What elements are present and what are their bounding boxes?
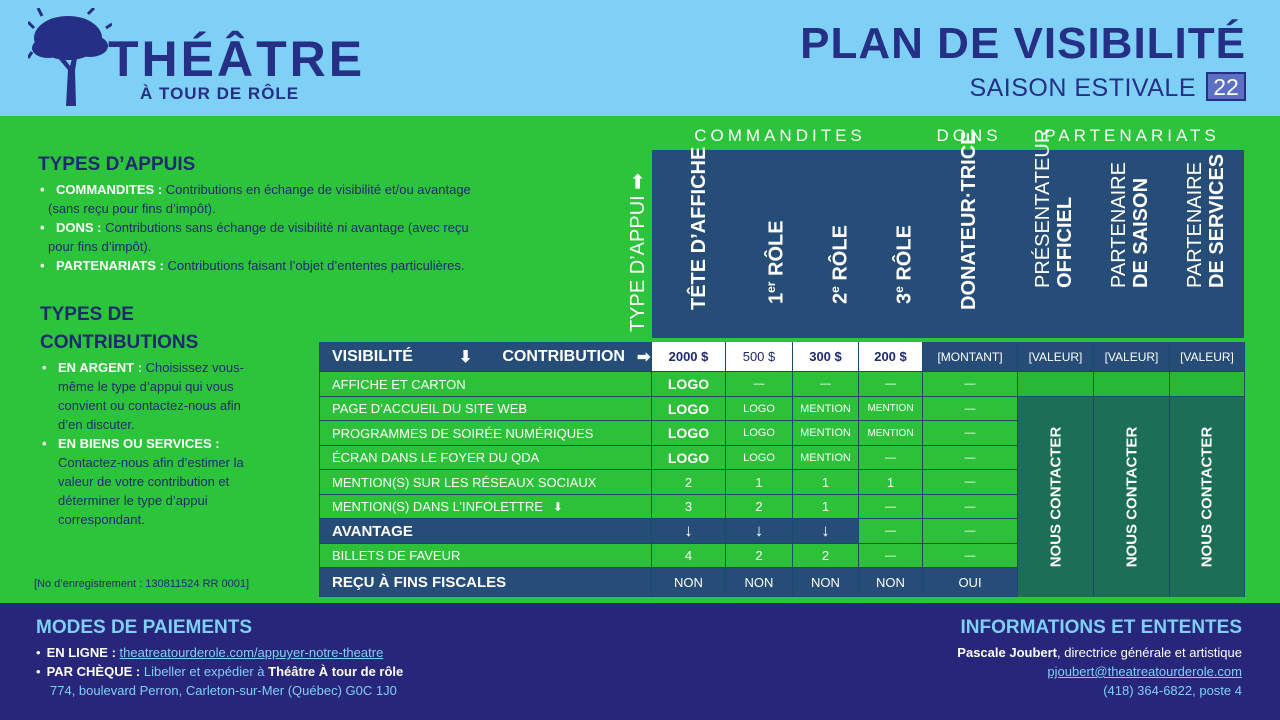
row-label-billets: BILLETS DE FAVEUR	[319, 544, 652, 568]
table-cell: NON	[859, 568, 923, 597]
down-arrow-icon: ↓	[793, 519, 859, 544]
col-role-1: 1er RÔLE	[764, 220, 788, 305]
modes-paiements-heading: MODES DE PAIEMENTS	[36, 617, 253, 638]
amount-role-2: 300 $	[793, 342, 859, 372]
type-appui-label: TYPE D’APPUI ➡	[627, 172, 649, 332]
tree-logo-icon	[28, 8, 112, 106]
table-cell: LOGO	[652, 372, 726, 397]
payment-online: • EN LIGNE : theatreatourderole.com/appuyer-notre-theatre	[36, 645, 384, 660]
table-cell: —	[923, 495, 1018, 519]
col-role-3: 3e RÔLE	[892, 225, 916, 305]
types-contributions-heading-1: TYPES DE	[40, 304, 134, 325]
table-cell: 1	[726, 470, 793, 495]
list-item-line: Contactez-nous afin d’estimer la	[58, 455, 244, 470]
contact-saison	[1094, 397, 1170, 597]
commandites-header-block	[652, 146, 922, 338]
contact-text: NOUS CONTACTER	[1047, 426, 1064, 568]
page-subtitle: SAISON ESTIVALE	[969, 74, 1196, 102]
group-partenariats: PARTENARIATS	[1044, 126, 1220, 145]
list-item: • PARTENARIATS : Contributions faisant l’objet d’ententes particulières.	[38, 256, 528, 275]
visibilite-contribution-header: VISIBILITÉ ⬇ CONTRIBUTION ➡	[319, 342, 652, 372]
amount-services: [VALEUR]	[1170, 342, 1245, 372]
table-cell: —	[859, 446, 923, 470]
table-cell: 4	[652, 544, 726, 568]
table-cell-empty	[1094, 372, 1170, 397]
avantage-header: AVANTAGE	[319, 519, 652, 544]
contact-email-row	[1047, 664, 1242, 679]
amount-tete: 2000 $	[652, 342, 726, 372]
col-partenaire-services: PARTENAIRE DE SERVICES	[1184, 153, 1228, 288]
table-cell-empty	[1018, 372, 1094, 397]
list-item-line: correspondant.	[58, 512, 145, 527]
table-cell: —	[859, 372, 923, 397]
list-item-line: convient ou contactez-nous afin	[58, 398, 241, 413]
list-item-cont: (sans reçu pour fins d’impôt).	[48, 201, 216, 216]
page-title: PLAN DE VISIBILITÉ	[800, 19, 1246, 68]
row-label-ecran: ÉCRAN DANS LE FOYER DU QDA	[319, 446, 652, 470]
footer	[0, 603, 1280, 720]
col-partenaire-saison: PARTENAIRE DE SAISON	[1108, 162, 1152, 288]
group-commandites: COMMANDITES	[694, 126, 866, 145]
table-cell: MENTION	[793, 446, 859, 470]
table-cell: LOGO	[652, 397, 726, 421]
list-item: • DONS : Contributions sans échange de visibilité ni avantage (avec reçu	[38, 218, 528, 237]
list-item: • EN ARGENT : Choisissez vous-	[40, 358, 272, 377]
payment-cheque: • PAR CHÈQUE : Libeller et expédier à Théâtre À tour de rôle	[36, 664, 404, 679]
table-cell: —	[859, 495, 923, 519]
row-label-programmes: PROGRAMMES DE SOIRÉE NUMÉRIQUES	[319, 421, 652, 446]
row-label-infolettre: MENTION(S) DANS L’INFOLETTRE ⬇	[319, 495, 652, 519]
list-item-line: même le type d’appui qui vous	[58, 379, 234, 394]
online-donation-link[interactable]: theatreatourderole.com/appuyer-notre-theatre	[119, 645, 384, 660]
table-cell: —	[793, 372, 859, 397]
table-cell: LOGO	[726, 397, 793, 421]
list-item-line: d’en discuter.	[58, 417, 135, 432]
contact-text: NOUS CONTACTER	[1123, 426, 1140, 568]
table-cell: —	[923, 470, 1018, 495]
down-arrow-icon: ↓	[726, 519, 793, 544]
table-cell: LOGO	[726, 446, 793, 470]
table-cell: MENTION	[793, 421, 859, 446]
table-cell: LOGO	[652, 421, 726, 446]
table-cell: NON	[726, 568, 793, 597]
table-cell: —	[859, 519, 923, 544]
table-cell: 3	[652, 495, 726, 519]
table-cell: —	[859, 544, 923, 568]
amount-role-1: 500 $	[726, 342, 793, 372]
col-presentateur: PRÉSENTATEUR OFFICIEL	[1032, 128, 1076, 288]
table-cell: —	[923, 421, 1018, 446]
contact-person: Pascale Joubert, directrice générale et artistique	[957, 645, 1242, 660]
amount-presentateur: [VALEUR]	[1018, 342, 1094, 372]
types-contributions-heading-2: CONTRIBUTIONS	[40, 332, 199, 353]
table-cell: 1	[859, 470, 923, 495]
table-cell: —	[923, 397, 1018, 421]
col-role-2: 2e RÔLE	[828, 225, 852, 305]
contact-presentateur	[1018, 397, 1094, 597]
logo-subtitle: À TOUR DE RÔLE	[140, 84, 300, 103]
table-cell: MENTION	[793, 397, 859, 421]
logo-title: THÉÂTRE	[108, 31, 366, 87]
table-cell: MENTION	[859, 397, 923, 421]
registration-number: [No d’enregistrement : 130811524 RR 0001]	[34, 578, 250, 590]
amount-role-3: 200 $	[859, 342, 923, 372]
table-cell: 2	[652, 470, 726, 495]
visibility-table	[319, 342, 1245, 597]
table-cell: MENTION	[859, 421, 923, 446]
table-cell: 1	[793, 495, 859, 519]
header	[0, 0, 1280, 116]
types-contributions-list	[40, 358, 272, 529]
table-cell: —	[726, 372, 793, 397]
table-cell: LOGO	[726, 421, 793, 446]
list-item-line: déterminer le type d’appui	[58, 493, 208, 508]
table-cell: 1	[793, 470, 859, 495]
row-label-reseaux: MENTION(S) SUR LES RÉSEAUX SOCIAUX	[319, 470, 652, 495]
table-cell: LOGO	[652, 446, 726, 470]
row-label-affiche: AFFICHE ET CARTON	[319, 372, 652, 397]
list-item-line: valeur de votre contribution et	[58, 474, 230, 489]
table-cell: NON	[652, 568, 726, 597]
table-cell: OUI	[923, 568, 1018, 597]
contact-text: NOUS CONTACTER	[1198, 426, 1216, 568]
list-item: • COMMANDITES : Contributions en échange de visibilité et/ou avantage	[38, 180, 528, 199]
row-label-page-accueil: PAGE D’ACCUEIL DU SITE WEB	[319, 397, 652, 421]
table-cell: 2	[726, 495, 793, 519]
col-donateur: DONATEUR·TRICE	[958, 131, 980, 310]
amount-saison: [VALEUR]	[1094, 342, 1170, 372]
table-cell: 2	[793, 544, 859, 568]
table-cell: —	[923, 544, 1018, 568]
contact-phone: (418) 364-6822, poste 4	[1103, 683, 1242, 698]
down-arrow-icon: ↓	[652, 519, 726, 544]
table-cell: —	[923, 519, 1018, 544]
table-cell: —	[923, 446, 1018, 470]
types-appuis-heading: TYPES D’APPUIS	[38, 154, 196, 175]
informations-heading: INFORMATIONS ET ENTENTES	[960, 617, 1242, 638]
table-cell: NON	[793, 568, 859, 597]
season-year-badge: 22	[1206, 72, 1246, 101]
table-cell: —	[923, 372, 1018, 397]
col-tete-affiche: TÊTE D’AFFICHE	[688, 146, 710, 310]
contact-email-link[interactable]: pjoubert@theatreatourderole.com	[1047, 664, 1242, 679]
amount-donateur: [MONTANT]	[923, 342, 1018, 372]
table-cell-empty	[1170, 372, 1245, 397]
mailing-address: 774, boulevard Perron, Carleton-sur-Mer (Québec) G0C 1J0	[50, 683, 397, 698]
types-appuis-list	[38, 180, 528, 275]
recu-fiscal-label: REÇU À FINS FISCALES	[319, 568, 652, 597]
contact-services	[1170, 397, 1245, 597]
list-item: • EN BIENS OU SERVICES :	[40, 434, 272, 453]
table-cell: 2	[726, 544, 793, 568]
group-dons: DONS	[936, 126, 1002, 145]
list-item-cont: pour fins d’impôt).	[48, 239, 152, 254]
